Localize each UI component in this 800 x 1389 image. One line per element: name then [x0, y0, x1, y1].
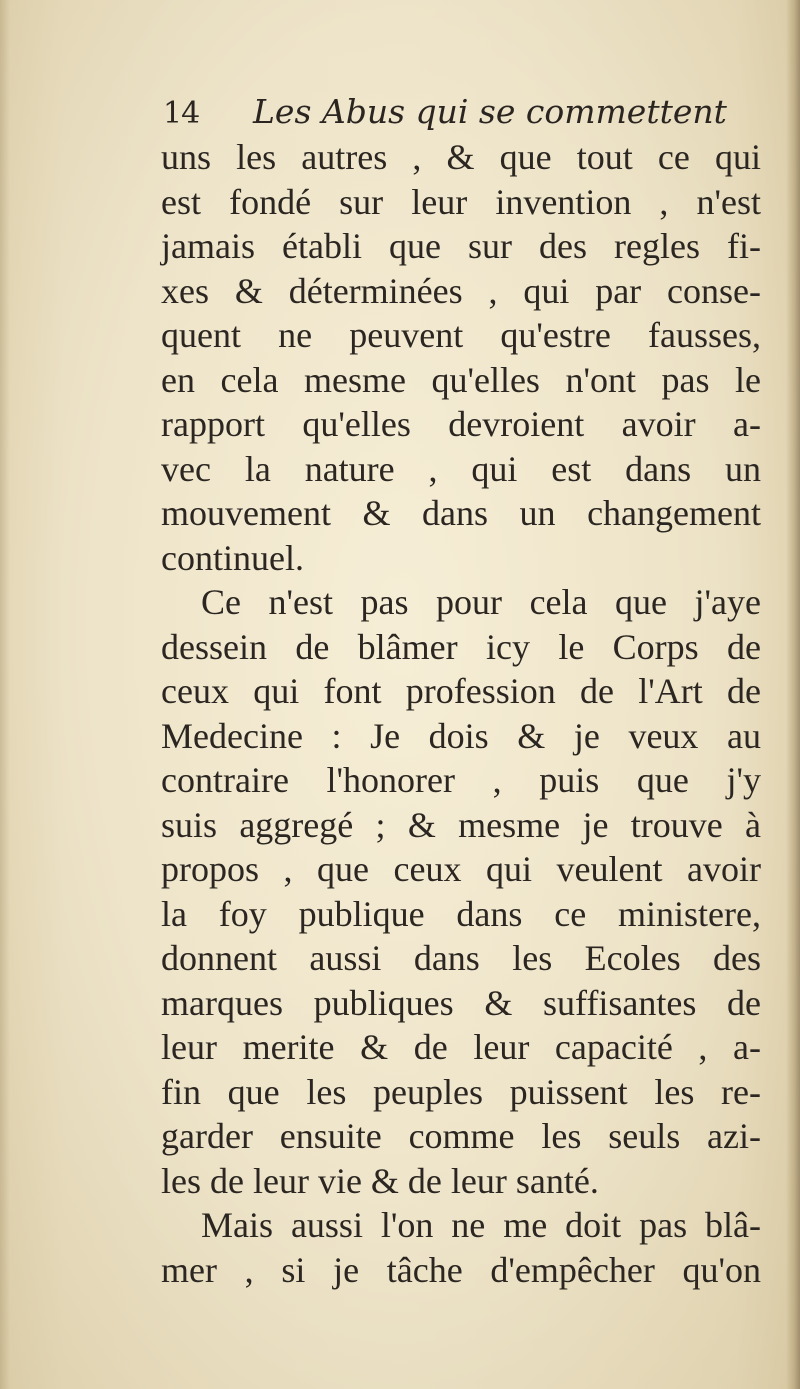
text-line: mer , si je tâche d'empêcher qu'on [161, 1249, 761, 1290]
paragraph-start-line: Ce n'est pas pour cela que j'aye [201, 582, 761, 622]
text-line: contraire l'honorer , puis que j'y [161, 760, 761, 800]
text-line: dessein de blâmer icy le Corps de [161, 626, 761, 667]
text-line: est fondé sur leur invention , n'est [161, 181, 761, 222]
paragraph-start-line: Mais aussi l'on ne me doit pas blâ- [201, 1205, 761, 1245]
body-text [161, 135, 761, 1292]
text-line: rapport qu'elles devroient avoir a- [161, 404, 761, 444]
text-line: xes & déterminées , qui par conse- [161, 270, 761, 311]
page-number: 14 [163, 96, 200, 131]
text-line: propos , que ceux qui veulent avoir [161, 849, 761, 889]
text-line: la foy publique dans ce ministere, [161, 893, 761, 934]
text-line: mouvement & dans un changement [161, 493, 761, 533]
page-right-edge-shadow [786, 0, 800, 1389]
text-line: fin que les peuples puissent les re- [161, 1071, 761, 1112]
page-left-edge-shadow [0, 0, 10, 1389]
text-line: leur merite & de leur capacité , a- [161, 1027, 761, 1067]
text-line: vec la nature , qui est dans un [161, 448, 761, 489]
text-line: continuel. [161, 537, 304, 578]
text-line: les de leur vie & de leur santé. [161, 1160, 599, 1201]
text-line: ceux qui font profession de l'Art de [161, 671, 761, 711]
text-line: garder ensuite comme les seuls azi- [161, 1116, 761, 1156]
running-head: Les Abus qui se commettent [253, 92, 727, 131]
text-line: marques publiques & suffisantes de [161, 982, 761, 1023]
text-line: jamais établi que sur des regles fi- [161, 226, 761, 266]
text-line: quent ne peuvent qu'estre fausses, [161, 315, 761, 355]
text-line: Medecine : Je dois & je veux au [161, 715, 761, 756]
text-line: en cela mesme qu'elles n'ont pas le [161, 359, 761, 400]
text-line: uns les autres , & que tout ce qui [161, 137, 761, 177]
text-line: donnent aussi dans les Ecoles des [161, 938, 761, 978]
text-line: suis aggregé ; & mesme je trouve à [161, 804, 761, 845]
